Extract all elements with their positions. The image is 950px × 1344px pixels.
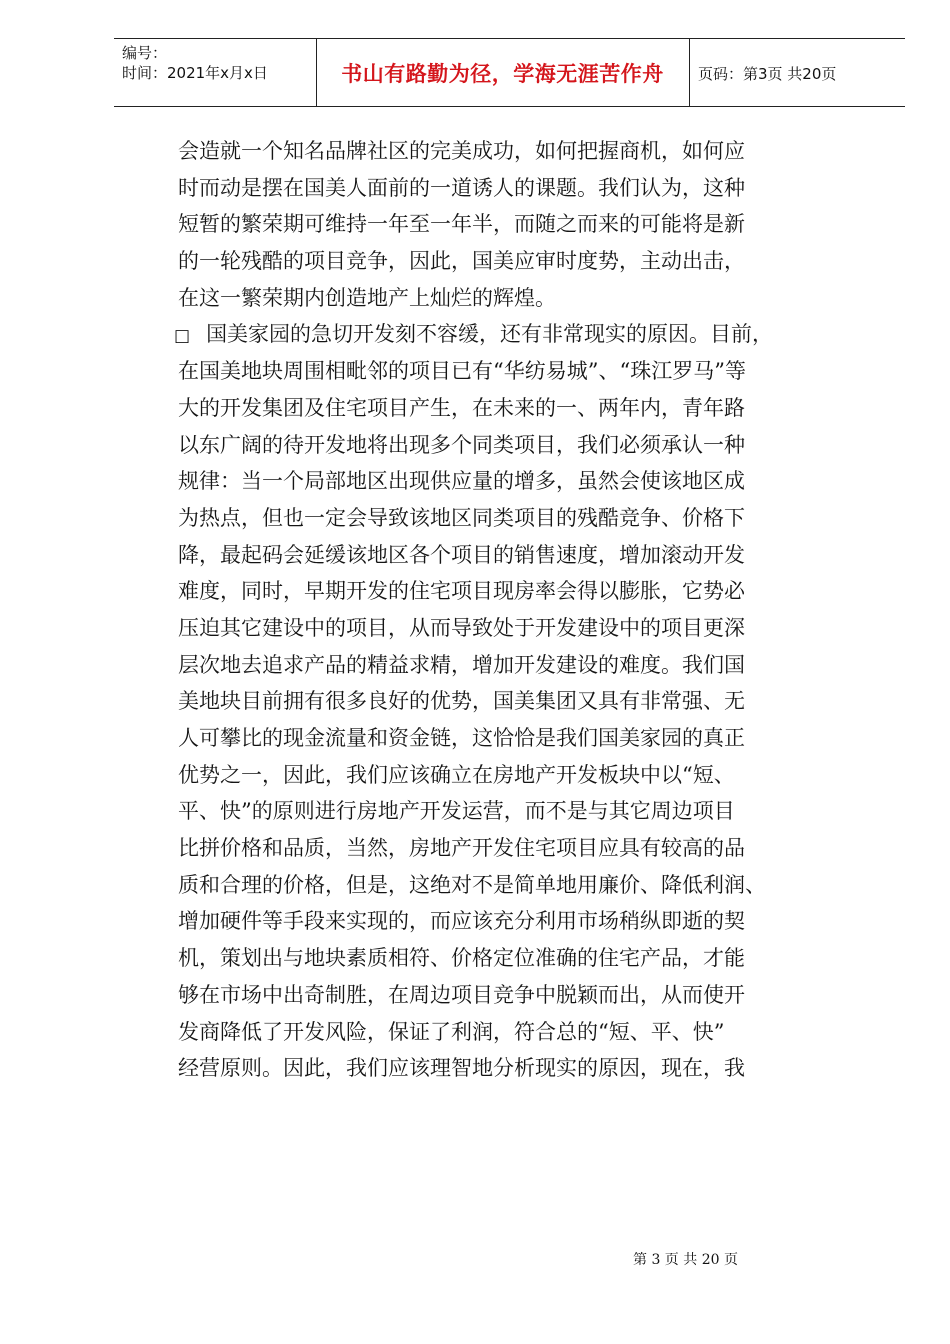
text-line: 压迫其它建设中的项目，从而导致处于开发建设中的项目更深 <box>178 615 745 640</box>
text-line: 够在市场中出奇制胜，在周边项目竞争中脱颖而出，从而使开 <box>178 982 745 1007</box>
text-line: 平、快”的原则进行房地产开发运营，而不是与其它周边项目 <box>178 799 735 824</box>
header-motto: 书山有路勤为径，学海无涯苦作舟 <box>341 61 664 86</box>
text-line: 以东广阔的待开发地将出现多个同类项目，我们必须承认一种 <box>178 432 745 457</box>
text-line: 经营原则。因此，我们应该理智地分析现实的原因，现在，我 <box>178 1056 745 1081</box>
document-header <box>114 38 905 107</box>
text-line: 国美家园的急切开发刻不容缓，还有非常现实的原因。目前， <box>206 322 774 347</box>
text-line: 比拼价格和品质，当然，房地产开发住宅项目应具有较高的品 <box>178 836 745 861</box>
text-line: 机，策划出与地块素质相符、价格定位准确的住宅产品，才能 <box>178 946 745 971</box>
header-meta <box>122 43 268 83</box>
text-line: 的一轮残酷的项目竞争，因此，国美应审时度势，主动出击， <box>178 249 745 274</box>
number-label: 编号： <box>122 44 168 62</box>
text-line: 会造就一个知名品牌社区的完美成功，如何把握商机，如何应 <box>178 139 745 163</box>
text-line: 发商降低了开发风险，保证了利润，符合总的“短、平、快” <box>178 1019 725 1044</box>
text-line: 短暂的繁荣期可维持一年至一年半，而随之而来的可能将是新 <box>178 212 745 237</box>
text-line: 降，最起码会延缓该地区各个项目的销售速度，增加滚动开发 <box>178 542 745 567</box>
text-line: 在这一繁荣期内创造地产上灿烂的辉煌。 <box>178 285 556 310</box>
checkbox-bullet-icon: □ <box>174 326 191 347</box>
paragraph-bullet-line <box>174 316 838 353</box>
text-line: 规律：当一个局部地区出现供应量的增多，虽然会使该地区成 <box>178 469 745 494</box>
document-body <box>174 133 838 1087</box>
text-line: 难度，同时，早期开发的住宅项目现房率会得以膨胀，它势必 <box>178 579 745 604</box>
time-label: 时间：2021年x月x日 <box>122 64 268 82</box>
text-line: 时而动是摆在国美人面前的一道诱人的课题。我们认为，这种 <box>178 175 745 200</box>
text-line: 质和合理的价格，但是，这绝对不是简单地用廉价、降低利润、 <box>178 872 766 897</box>
text-line: 人可攀比的现金流量和资金链，这恰恰是我们国美家园的真正 <box>178 726 745 750</box>
text-line: 优势之一，因此，我们应该确立在房地产开发板块中以“短、 <box>178 762 735 787</box>
text-line: 层次地去追求产品的精益求精，增加开发建设的难度。我们国 <box>178 652 745 677</box>
page-footer: 第 3 页 共 20 页 <box>633 1252 738 1268</box>
text-line: 增加硬件等手段来实现的，而应该充分利用市场稍纵即逝的契 <box>178 909 745 934</box>
text-line: 美地块目前拥有很多良好的优势，国美集团又具有非常强、无 <box>178 689 745 714</box>
text-line: 在国美地块周围相毗邻的项目已有“华纺易城”、“珠江罗马”等 <box>178 359 746 384</box>
text-line: 为热点，但也一定会导致该地区同类项目的残酷竞争、价格下 <box>178 505 745 530</box>
header-page-info: 页码：第3页 共20页 <box>698 64 837 83</box>
text-line: 大的开发集团及住宅项目产生，在未来的一、两年内，青年路 <box>178 395 745 420</box>
header-divider-right <box>689 39 690 107</box>
